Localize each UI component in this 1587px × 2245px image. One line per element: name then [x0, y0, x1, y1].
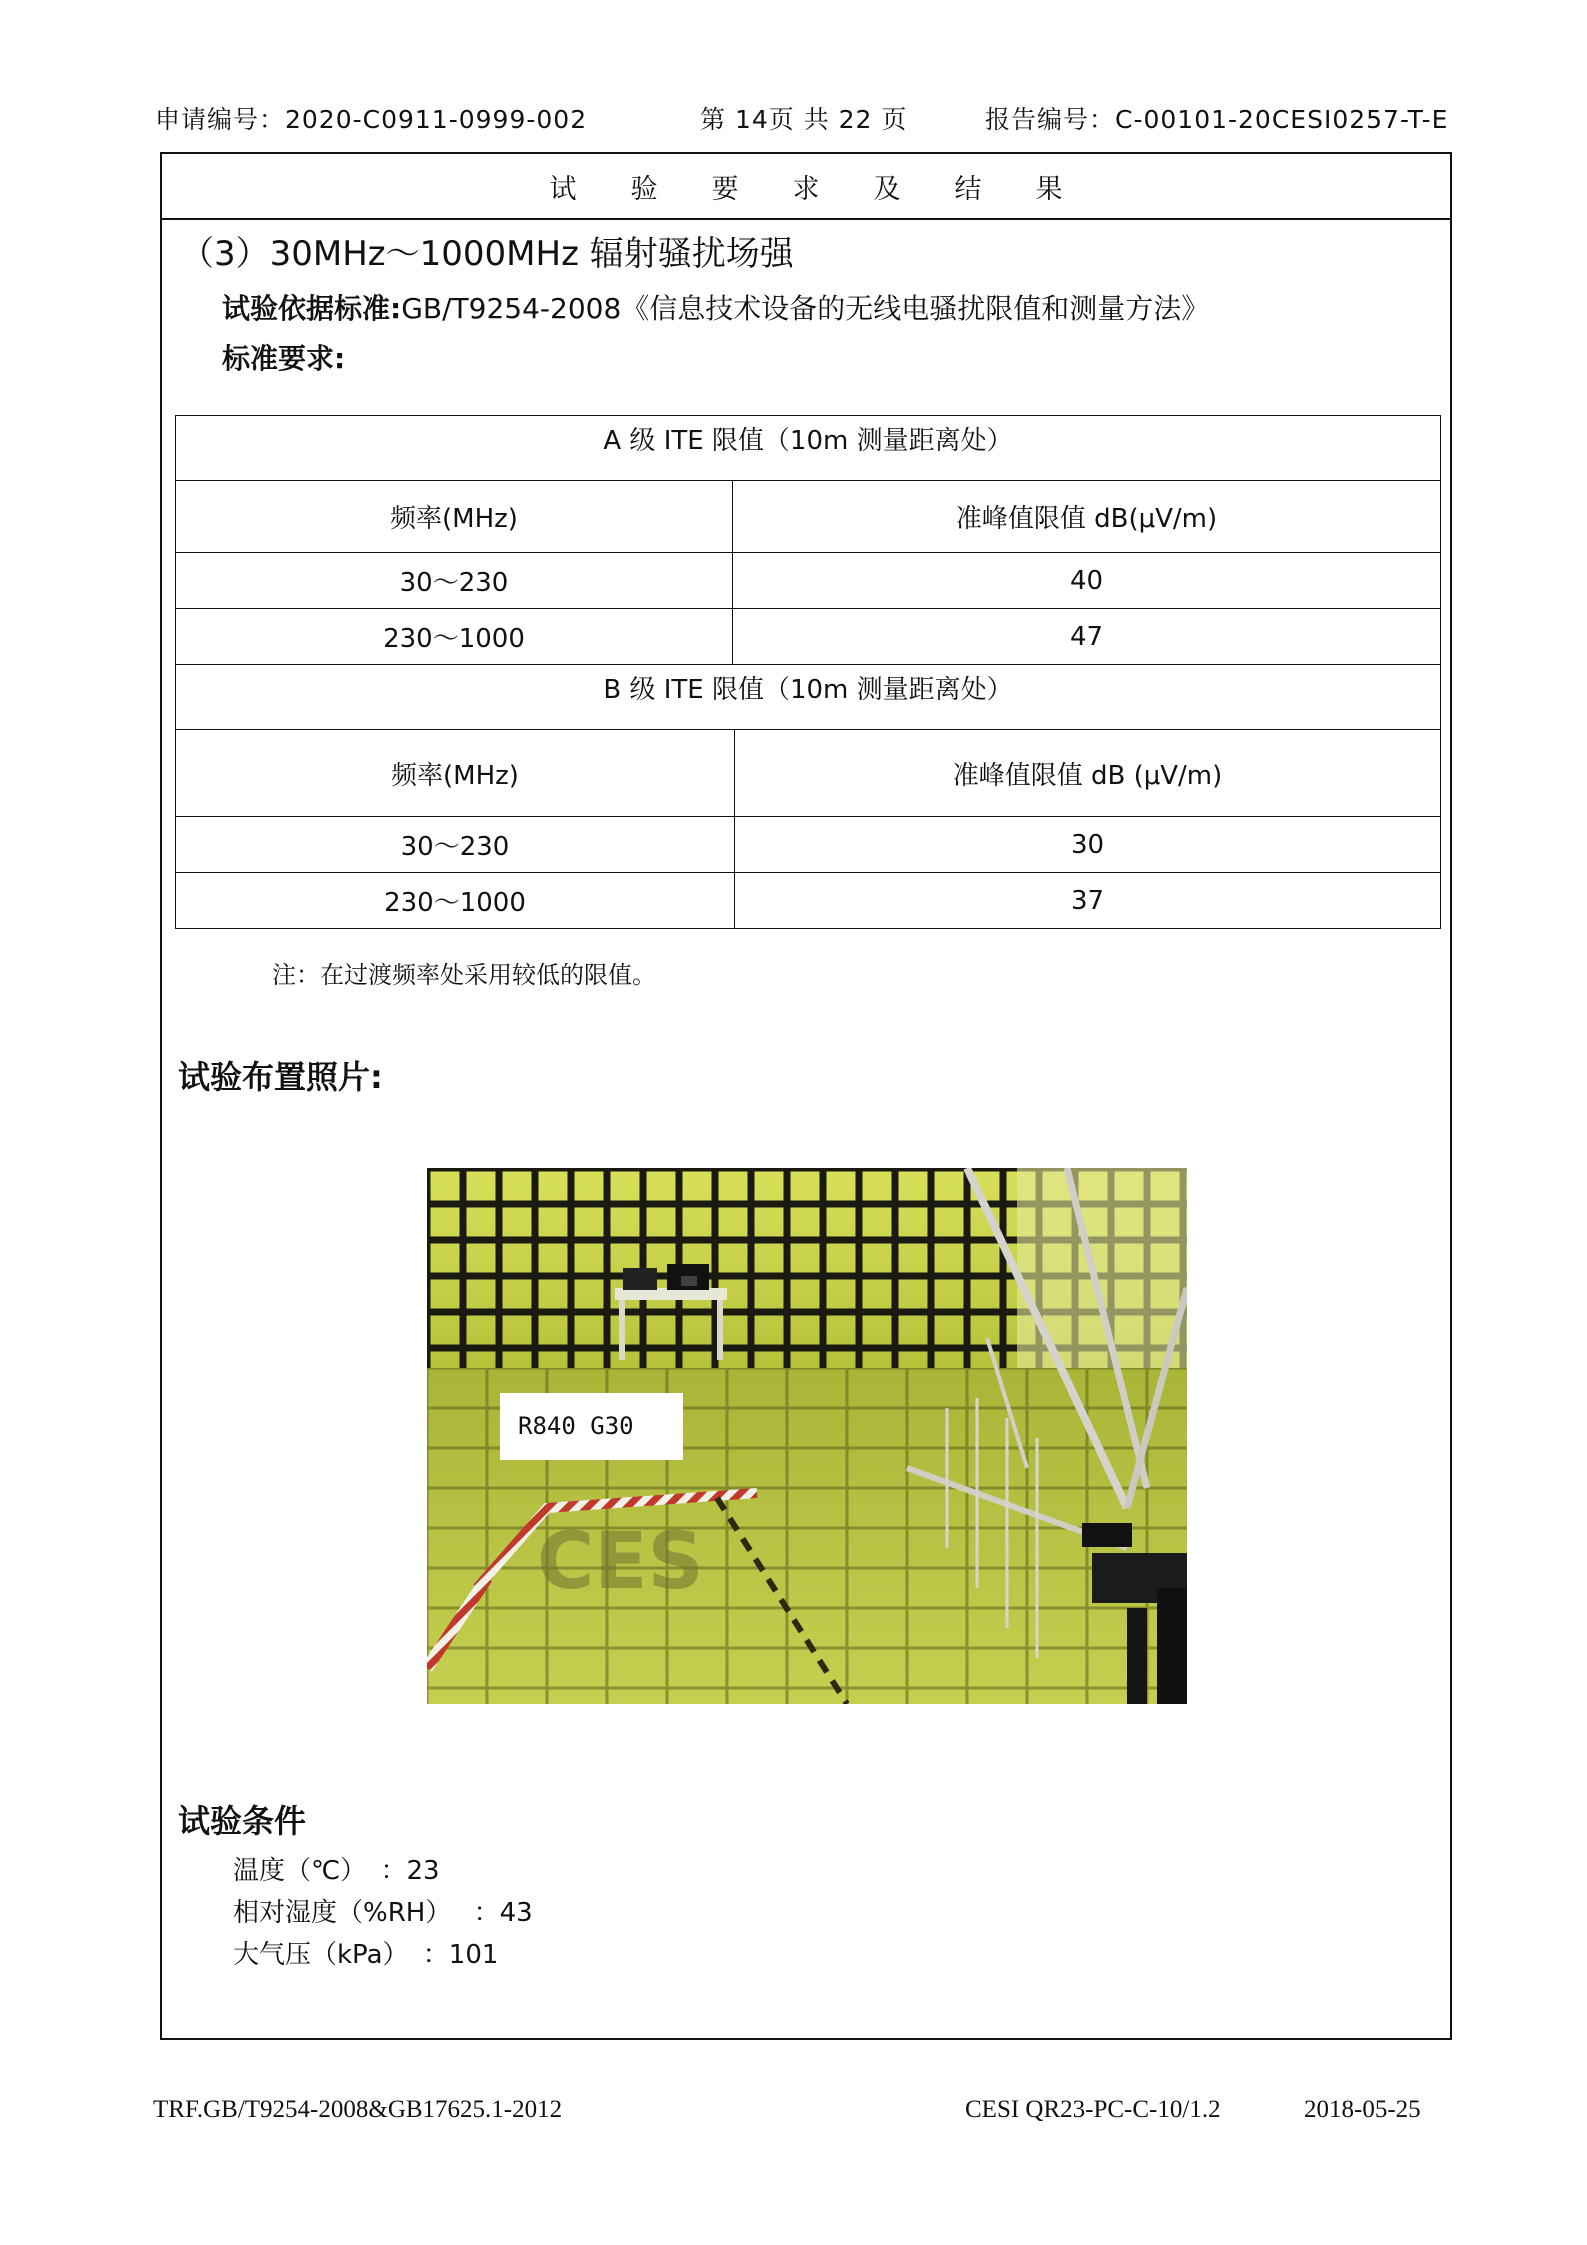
- sample-label: R840 G30: [500, 1393, 683, 1460]
- footer-doc-code: CESI QR23-PC-C-10/1.2: [965, 2096, 1221, 2123]
- table-row-limit: 47: [733, 609, 1441, 665]
- table-row-freq: 230～1000: [176, 873, 735, 929]
- table-a-limit-header: 准峰值限值 dB(μV/m): [733, 481, 1441, 553]
- floor-logo: CES: [537, 1517, 704, 1607]
- condition-value: ：43: [473, 1898, 533, 1928]
- frame-title: 试验要求及结果: [162, 154, 1450, 220]
- standard-line: [222, 287, 1209, 327]
- condition-temperature: [233, 1850, 440, 1887]
- condition-label: 大气压（kPa）: [233, 1940, 409, 1970]
- footer-form-code: TRF.GB/T9254-2008&GB17625.1-2012: [153, 2096, 563, 2123]
- standard-label: 试验依据标准:: [222, 292, 402, 325]
- section-title: （3）30MHz～1000MHz 辐射骚扰场强: [180, 234, 794, 274]
- photo-section-title: 试验布置照片:: [178, 1058, 383, 1096]
- requirement-label: 标准要求:: [222, 342, 346, 375]
- table-b-title: B 级 ITE 限值（10m 测量距离处）: [176, 665, 1441, 730]
- condition-pressure: [233, 1934, 498, 1971]
- footer-date: 2018-05-25: [1304, 2096, 1421, 2123]
- application-number: 申请编号：2020-C0911-0999-002: [155, 105, 588, 134]
- standard-value: GB/T9254-2008《信息技术设备的无线电骚扰限值和测量方法》: [401, 292, 1210, 325]
- condition-humidity: [233, 1892, 533, 1929]
- class-a-limit-table: [175, 415, 1441, 665]
- table-a-freq-header: 频率(MHz): [176, 481, 733, 553]
- table-row-limit: 30: [735, 817, 1441, 873]
- page-number: 第 14页 共 22 页: [700, 105, 908, 134]
- table-note: 注：在过渡频率处采用较低的限值。: [272, 961, 656, 989]
- table-row-limit: 40: [733, 553, 1441, 609]
- test-setup-photo: [427, 1168, 1187, 1704]
- condition-value: ：23: [380, 1856, 440, 1886]
- table-row-freq: 230～1000: [176, 609, 733, 665]
- table-b-freq-header: 频率(MHz): [176, 730, 735, 817]
- table-row-freq: 30～230: [176, 553, 733, 609]
- conditions-title: 试验条件: [178, 1802, 307, 1840]
- table-a-title: A 级 ITE 限值（10m 测量距离处）: [176, 416, 1441, 481]
- condition-label: 温度（℃）: [233, 1856, 367, 1886]
- condition-value: ：101: [422, 1940, 499, 1970]
- table-row-freq: 30～230: [176, 817, 735, 873]
- class-b-limit-table: [175, 664, 1441, 929]
- table-b-limit-header: 准峰值限值 dB (μV/m): [735, 730, 1441, 817]
- table-row-limit: 37: [735, 873, 1441, 929]
- report-number: 报告编号：C-00101-20CESI0257-T-E: [985, 105, 1449, 134]
- condition-label: 相对湿度（%RH）: [233, 1898, 452, 1928]
